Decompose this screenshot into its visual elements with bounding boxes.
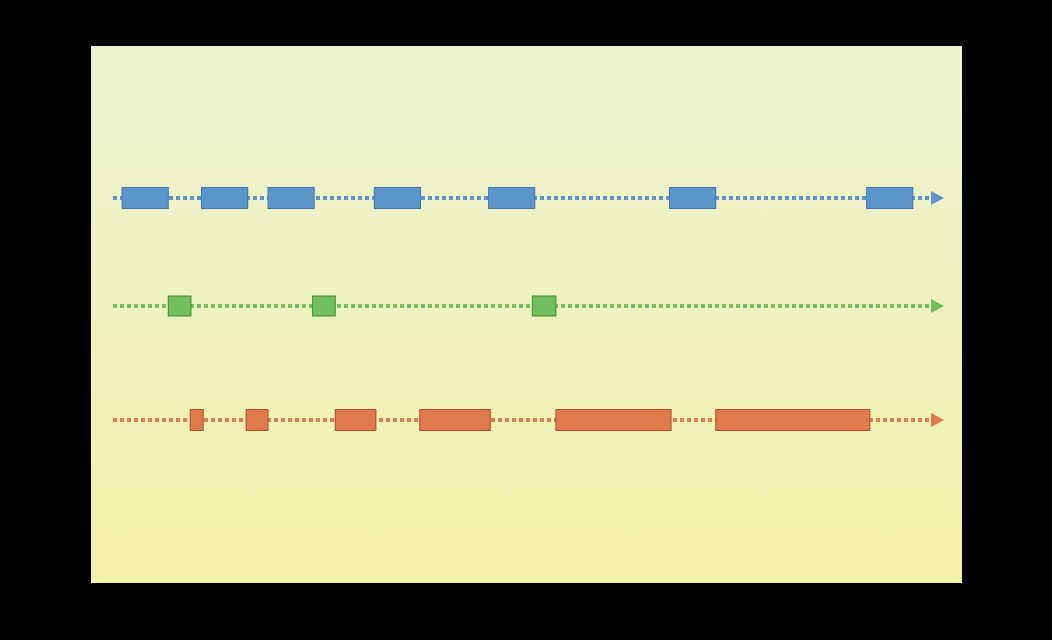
slide: [91, 46, 962, 583]
segment-blue-4: [374, 188, 420, 209]
arrow-head-green: [931, 299, 944, 313]
segment-blue-7: [867, 188, 913, 209]
arrow-head-blue: [931, 191, 944, 205]
segment-orange-4: [420, 410, 491, 431]
segment-blue-5: [489, 188, 535, 209]
arrow-head-orange: [931, 413, 944, 427]
segment-orange-5: [556, 410, 671, 431]
segment-blue-1: [122, 188, 168, 209]
timeline-row-blue: [113, 188, 944, 209]
segment-orange-3: [335, 410, 376, 431]
segment-orange-2: [246, 410, 268, 431]
segment-orange-6: [716, 410, 870, 431]
segment-blue-3: [268, 188, 314, 209]
segment-green-3: [532, 296, 556, 316]
segment-green-2: [313, 296, 336, 316]
segment-orange-1: [190, 410, 203, 431]
segment-green-1: [168, 296, 191, 316]
timeline-row-orange: [113, 410, 944, 431]
segment-blue-6: [670, 188, 716, 209]
timeline-diagram: [91, 46, 962, 583]
timeline-row-green: [113, 296, 944, 316]
segment-blue-2: [202, 188, 248, 209]
